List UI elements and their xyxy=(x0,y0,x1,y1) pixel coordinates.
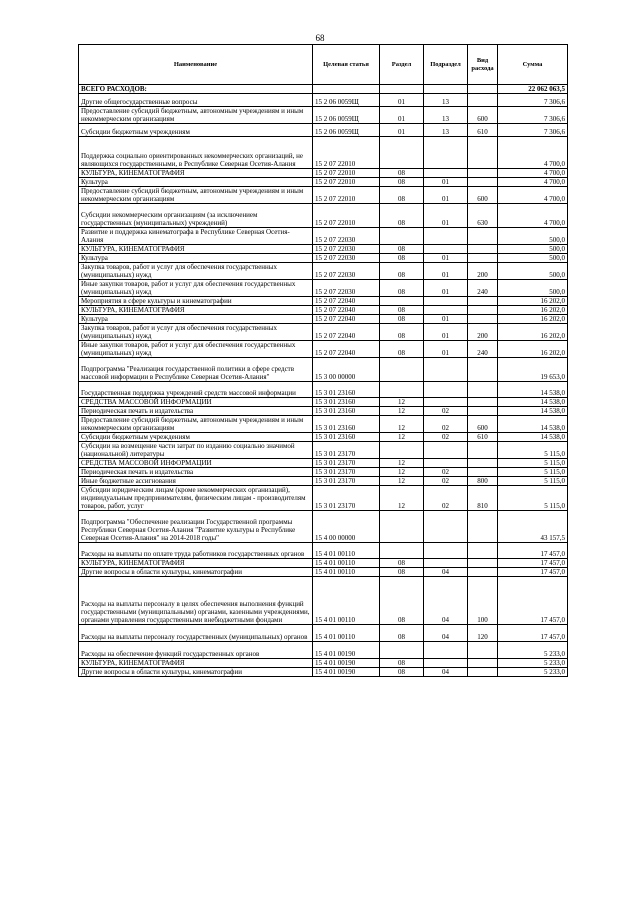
row-code: 15 3 01 23170 xyxy=(313,468,380,477)
table-row xyxy=(79,433,568,442)
row-section: 12 xyxy=(380,416,424,433)
table-row xyxy=(79,642,568,659)
row-code: 15 2 06 0059Щ xyxy=(313,94,380,107)
row-subsection: 13 xyxy=(424,94,468,107)
row-code: 15 3 01 23170 xyxy=(313,459,380,468)
row-expense-type xyxy=(468,398,498,407)
row-section: 08 xyxy=(380,280,424,297)
row-amount: 5 115,0 xyxy=(498,486,568,511)
row-code: 15 3 00 00000 xyxy=(313,358,380,382)
row-expense-type xyxy=(468,358,498,382)
row-expense-type: 200 xyxy=(468,324,498,341)
row-subsection xyxy=(424,559,468,568)
row-section: 08 xyxy=(380,263,424,280)
row-section: 12 xyxy=(380,459,424,468)
row-name: СРЕДСТВА МАССОВОЙ ИНФОРМАЦИИ xyxy=(79,459,313,468)
row-amount: 16 202,0 xyxy=(498,315,568,324)
row-section: 01 xyxy=(380,124,424,137)
row-section xyxy=(380,85,424,94)
row-subsection: 02 xyxy=(424,468,468,477)
table-row xyxy=(79,254,568,263)
row-name: Иные закупки товаров, работ и услуг для обеспечения государственных (муниципальных) нужд xyxy=(79,280,313,297)
row-name: КУЛЬТУРА, КИНЕМАТОГРАФИЯ xyxy=(79,245,313,254)
table-row xyxy=(79,568,568,577)
row-expense-type xyxy=(468,668,498,677)
row-amount: 17 457,0 xyxy=(498,559,568,568)
row-name: Другие вопросы в области культуры, кинематографии xyxy=(79,568,313,577)
row-section: 08 xyxy=(380,659,424,668)
row-section: 08 xyxy=(380,315,424,324)
row-name: Расходы на выплаты персоналу в целях обеспечения выполнения функций государственными (муниципальными) органами, казенными учреждениями, органами управления государственными внебюджетными фондами xyxy=(79,577,313,625)
table-row xyxy=(79,306,568,315)
row-name: Периодическая печать и издательства xyxy=(79,407,313,416)
row-name: Поддержка социально ориентированных некоммерческих организаций, не являющихся государственными, в Республике Северная Осетия-Алания xyxy=(79,137,313,169)
row-subsection xyxy=(424,442,468,459)
row-code: 15 2 06 0059Щ xyxy=(313,124,380,137)
table-row xyxy=(79,137,568,169)
row-subsection: 02 xyxy=(424,477,468,486)
row-subsection xyxy=(424,459,468,468)
row-section: 08 xyxy=(380,324,424,341)
row-subsection: 02 xyxy=(424,433,468,442)
row-name: Субсидии бюджетным учреждениям xyxy=(79,124,313,137)
row-expense-type: 610 xyxy=(468,433,498,442)
table-row xyxy=(79,94,568,107)
row-code: 15 3 01 23170 xyxy=(313,486,380,511)
row-section xyxy=(380,358,424,382)
table-row xyxy=(79,324,568,341)
row-code: 15 4 01 00190 xyxy=(313,659,380,668)
row-subsection: 01 xyxy=(424,341,468,358)
row-name: ВСЕГО РАСХОДОВ: xyxy=(79,85,313,94)
row-expense-type xyxy=(468,137,498,169)
row-section: 08 xyxy=(380,306,424,315)
table-row xyxy=(79,178,568,187)
row-subsection: 02 xyxy=(424,407,468,416)
row-name: Расходы на обеспечение функций государственных органов xyxy=(79,642,313,659)
table-row xyxy=(79,358,568,382)
row-subsection: 04 xyxy=(424,668,468,677)
header-section: Раздел xyxy=(380,45,424,85)
row-subsection: 01 xyxy=(424,178,468,187)
row-subsection xyxy=(424,137,468,169)
table-row xyxy=(79,668,568,677)
row-subsection: 02 xyxy=(424,486,468,511)
row-expense-type xyxy=(468,178,498,187)
row-expense-type xyxy=(468,254,498,263)
table-row xyxy=(79,124,568,137)
row-section xyxy=(380,137,424,169)
table-row xyxy=(79,407,568,416)
table-body xyxy=(79,85,568,677)
row-name: Субсидии бюджетным учреждениям xyxy=(79,433,313,442)
row-expense-type: 600 xyxy=(468,107,498,124)
row-code: 15 2 07 22040 xyxy=(313,341,380,358)
row-name: Мероприятия в сфере культуры и кинематографии xyxy=(79,297,313,306)
table-row xyxy=(79,85,568,94)
row-expense-type xyxy=(468,511,498,543)
header-expense-type: Вид расхода xyxy=(468,45,498,85)
row-section xyxy=(380,297,424,306)
row-code: 15 2 07 22040 xyxy=(313,297,380,306)
row-expense-type xyxy=(468,306,498,315)
row-expense-type: 240 xyxy=(468,341,498,358)
row-section: 12 xyxy=(380,398,424,407)
row-section xyxy=(380,228,424,245)
row-code: 15 4 01 00110 xyxy=(313,568,380,577)
row-amount: 19 653,0 xyxy=(498,358,568,382)
table-row xyxy=(79,341,568,358)
row-subsection xyxy=(424,85,468,94)
row-amount: 7 306,6 xyxy=(498,124,568,137)
row-section: 08 xyxy=(380,204,424,228)
table-row xyxy=(79,107,568,124)
row-section: 08 xyxy=(380,341,424,358)
row-expense-type: 630 xyxy=(468,204,498,228)
row-expense-type xyxy=(468,228,498,245)
table-row xyxy=(79,559,568,568)
row-code: 15 4 01 00110 xyxy=(313,559,380,568)
row-name: Культура xyxy=(79,315,313,324)
row-amount: 14 538,0 xyxy=(498,416,568,433)
row-section: 12 xyxy=(380,433,424,442)
row-expense-type xyxy=(468,568,498,577)
row-code: 15 2 07 22010 xyxy=(313,178,380,187)
row-expense-type xyxy=(468,442,498,459)
row-code: 15 2 07 22030 xyxy=(313,228,380,245)
table-row xyxy=(79,486,568,511)
row-section: 01 xyxy=(380,94,424,107)
row-subsection: 01 xyxy=(424,187,468,204)
row-name: Предоставление субсидий бюджетным, автономным учреждениям и иным некоммерческим организациям xyxy=(79,187,313,204)
row-amount: 5 233,0 xyxy=(498,642,568,659)
row-subsection: 13 xyxy=(424,107,468,124)
row-name: КУЛЬТУРА, КИНЕМАТОГРАФИЯ xyxy=(79,169,313,178)
row-code: 15 3 01 23160 xyxy=(313,382,380,398)
page-number: 68 xyxy=(315,33,325,43)
row-subsection xyxy=(424,543,468,559)
row-amount: 5 115,0 xyxy=(498,468,568,477)
row-code: 15 2 07 22010 xyxy=(313,187,380,204)
row-code: 15 2 07 22010 xyxy=(313,204,380,228)
row-code: 15 3 01 23160 xyxy=(313,433,380,442)
row-amount: 4 700,0 xyxy=(498,204,568,228)
row-subsection xyxy=(424,169,468,178)
row-name: Периодическая печать и издательства xyxy=(79,468,313,477)
row-expense-type xyxy=(468,85,498,94)
row-expense-type xyxy=(468,382,498,398)
table-row xyxy=(79,511,568,543)
row-amount: 22 062 063,5 xyxy=(498,85,568,94)
row-section xyxy=(380,442,424,459)
budget-table xyxy=(78,44,568,677)
row-code: 15 2 07 22040 xyxy=(313,324,380,341)
row-subsection xyxy=(424,245,468,254)
row-subsection xyxy=(424,297,468,306)
row-subsection: 04 xyxy=(424,625,468,642)
row-expense-type: 600 xyxy=(468,187,498,204)
row-amount: 16 202,0 xyxy=(498,324,568,341)
row-code: 15 4 01 00190 xyxy=(313,668,380,677)
table-row xyxy=(79,169,568,178)
row-amount: 17 457,0 xyxy=(498,568,568,577)
row-subsection xyxy=(424,358,468,382)
row-amount: 4 700,0 xyxy=(498,169,568,178)
row-code: 15 4 01 00110 xyxy=(313,577,380,625)
row-code: 15 3 01 23170 xyxy=(313,477,380,486)
row-amount: 500,0 xyxy=(498,280,568,297)
row-section xyxy=(380,543,424,559)
table-row xyxy=(79,297,568,306)
row-subsection xyxy=(424,382,468,398)
row-subsection: 02 xyxy=(424,416,468,433)
row-subsection: 01 xyxy=(424,263,468,280)
row-expense-type: 120 xyxy=(468,625,498,642)
row-name: Расходы на выплаты персоналу государственных (муниципальных) органов xyxy=(79,625,313,642)
row-code: 15 2 07 22010 xyxy=(313,169,380,178)
table-row xyxy=(79,204,568,228)
row-code: 15 4 01 00110 xyxy=(313,543,380,559)
table-row xyxy=(79,659,568,668)
row-code xyxy=(313,85,380,94)
row-name: Другие общегосударственные вопросы xyxy=(79,94,313,107)
row-expense-type xyxy=(468,559,498,568)
row-expense-type xyxy=(468,459,498,468)
row-name: КУЛЬТУРА, КИНЕМАТОГРАФИЯ xyxy=(79,306,313,315)
row-code: 15 3 01 23160 xyxy=(313,416,380,433)
row-section: 08 xyxy=(380,178,424,187)
row-subsection: 04 xyxy=(424,568,468,577)
row-name: КУЛЬТУРА, КИНЕМАТОГРАФИЯ xyxy=(79,559,313,568)
row-name: Субсидии юридическим лицам (кроме некоммерческих организаций), индивидуальным предпринимателям, физическим лицам - производителям товаров, работ, услуг xyxy=(79,486,313,511)
row-section: 08 xyxy=(380,187,424,204)
row-name: Закупка товаров, работ и услуг для обеспечения государственных (муниципальных) нужд xyxy=(79,263,313,280)
row-amount: 17 457,0 xyxy=(498,577,568,625)
row-amount: 500,0 xyxy=(498,254,568,263)
row-expense-type: 240 xyxy=(468,280,498,297)
table-row xyxy=(79,382,568,398)
row-amount: 43 157,5 xyxy=(498,511,568,543)
row-name: Подпрограмма "Обеспечение реализации Государственной программы Республики Северная Осетия-Алания "Развитие культуры в Республике Северная Осетия-Алания" на 2014-2018 годы" xyxy=(79,511,313,543)
row-section: 08 xyxy=(380,668,424,677)
row-amount: 5 233,0 xyxy=(498,668,568,677)
row-section: 08 xyxy=(380,169,424,178)
row-section: 12 xyxy=(380,486,424,511)
row-code: 15 4 00 00000 xyxy=(313,511,380,543)
row-amount: 5 115,0 xyxy=(498,477,568,486)
row-amount: 4 700,0 xyxy=(498,137,568,169)
row-section: 08 xyxy=(380,568,424,577)
row-code: 15 2 06 0059Щ xyxy=(313,107,380,124)
row-name: СРЕДСТВА МАССОВОЙ ИНФОРМАЦИИ xyxy=(79,398,313,407)
row-expense-type xyxy=(468,315,498,324)
row-amount: 14 538,0 xyxy=(498,398,568,407)
row-section: 12 xyxy=(380,477,424,486)
table-row xyxy=(79,543,568,559)
row-amount: 4 700,0 xyxy=(498,178,568,187)
table-row xyxy=(79,459,568,468)
row-expense-type xyxy=(468,642,498,659)
row-subsection: 01 xyxy=(424,315,468,324)
row-code: 15 3 01 23160 xyxy=(313,407,380,416)
row-expense-type xyxy=(468,407,498,416)
table-row xyxy=(79,477,568,486)
row-amount: 5 115,0 xyxy=(498,459,568,468)
row-name: Иные бюджетные ассигнования xyxy=(79,477,313,486)
row-amount: 16 202,0 xyxy=(498,297,568,306)
table-row xyxy=(79,263,568,280)
row-amount: 5 115,0 xyxy=(498,442,568,459)
table-row xyxy=(79,228,568,245)
row-name: Закупка товаров, работ и услуг для обеспечения государственных (муниципальных) нужд xyxy=(79,324,313,341)
row-code: 15 3 01 23170 xyxy=(313,442,380,459)
row-code: 15 2 07 22030 xyxy=(313,245,380,254)
row-subsection: 13 xyxy=(424,124,468,137)
table-header-row xyxy=(79,45,568,85)
row-name: Подпрограмма "Реализация государственной политики в сфере средств массовой информации в Республике Северная Осетия-Алания" xyxy=(79,358,313,382)
row-section: 08 xyxy=(380,254,424,263)
table-row xyxy=(79,442,568,459)
row-subsection: 01 xyxy=(424,204,468,228)
row-name: Субсидии некоммерческим организациям (за исключением государственных (муниципальных) учреждений) xyxy=(79,204,313,228)
row-amount: 500,0 xyxy=(498,245,568,254)
row-code: 15 2 07 22040 xyxy=(313,315,380,324)
row-expense-type xyxy=(468,543,498,559)
row-subsection xyxy=(424,642,468,659)
table-row xyxy=(79,280,568,297)
row-section: 08 xyxy=(380,559,424,568)
row-expense-type: 100 xyxy=(468,577,498,625)
row-expense-type xyxy=(468,659,498,668)
row-subsection xyxy=(424,306,468,315)
row-section xyxy=(380,511,424,543)
header-subsection: Подраздел xyxy=(424,45,468,85)
row-name: КУЛЬТУРА, КИНЕМАТОГРАФИЯ xyxy=(79,659,313,668)
row-amount: 16 202,0 xyxy=(498,341,568,358)
row-amount: 5 233,0 xyxy=(498,659,568,668)
row-code: 15 2 07 22010 xyxy=(313,137,380,169)
row-amount: 7 306,6 xyxy=(498,107,568,124)
row-subsection: 01 xyxy=(424,254,468,263)
row-amount: 500,0 xyxy=(498,263,568,280)
row-name: Расходы на выплаты по оплате труда работников государственных органов xyxy=(79,543,313,559)
table-row xyxy=(79,187,568,204)
row-code: 15 4 01 00190 xyxy=(313,642,380,659)
row-section: 01 xyxy=(380,107,424,124)
row-name: Предоставление субсидий бюджетным, автономным учреждениям и иным некоммерческим организациям xyxy=(79,107,313,124)
row-section: 12 xyxy=(380,407,424,416)
row-subsection: 01 xyxy=(424,280,468,297)
row-expense-type xyxy=(468,297,498,306)
row-expense-type: 610 xyxy=(468,124,498,137)
row-name: Культура xyxy=(79,254,313,263)
row-amount: 17 457,0 xyxy=(498,543,568,559)
row-name: Субсидии на возмещение части затрат по изданию социально значимой (национальной) литературы xyxy=(79,442,313,459)
table-row xyxy=(79,398,568,407)
row-name: Культура xyxy=(79,178,313,187)
row-subsection xyxy=(424,398,468,407)
row-expense-type xyxy=(468,245,498,254)
row-expense-type: 800 xyxy=(468,477,498,486)
row-code: 15 3 01 23160 xyxy=(313,398,380,407)
row-section xyxy=(380,382,424,398)
table-row xyxy=(79,625,568,642)
row-amount: 16 202,0 xyxy=(498,306,568,315)
row-expense-type xyxy=(468,169,498,178)
row-code: 15 2 07 22030 xyxy=(313,280,380,297)
row-code: 15 4 01 00110 xyxy=(313,625,380,642)
row-name: Развитие и поддержка кинематографа в Республике Северная Осетия-Алания xyxy=(79,228,313,245)
row-amount: 4 700,0 xyxy=(498,187,568,204)
table-row xyxy=(79,315,568,324)
table-row xyxy=(79,577,568,625)
row-subsection xyxy=(424,659,468,668)
row-name: Предоставление субсидий бюджетным, автономным учреждениям и иным некоммерческим организациям xyxy=(79,416,313,433)
row-code: 15 2 07 22030 xyxy=(313,263,380,280)
row-amount: 17 457,0 xyxy=(498,625,568,642)
row-name: Иные закупки товаров, работ и услуг для обеспечения государственных (муниципальных) нужд xyxy=(79,341,313,358)
row-subsection xyxy=(424,511,468,543)
row-amount: 14 538,0 xyxy=(498,407,568,416)
row-code: 15 2 07 22030 xyxy=(313,254,380,263)
row-amount: 7 306,6 xyxy=(498,94,568,107)
row-amount: 500,0 xyxy=(498,228,568,245)
row-subsection xyxy=(424,228,468,245)
table-row xyxy=(79,416,568,433)
header-name: Наименование xyxy=(79,45,313,85)
header-code: Целевая статья xyxy=(313,45,380,85)
row-subsection: 04 xyxy=(424,577,468,625)
table-row xyxy=(79,468,568,477)
row-expense-type xyxy=(468,468,498,477)
row-section xyxy=(380,642,424,659)
row-expense-type: 600 xyxy=(468,416,498,433)
row-name: Другие вопросы в области культуры, кинематографии xyxy=(79,668,313,677)
row-name: Государственная поддержка учреждений средств массовой информации xyxy=(79,382,313,398)
row-amount: 14 538,0 xyxy=(498,382,568,398)
row-section: 08 xyxy=(380,625,424,642)
row-expense-type: 200 xyxy=(468,263,498,280)
row-amount: 14 538,0 xyxy=(498,433,568,442)
header-amount: Сумма xyxy=(498,45,568,85)
row-section: 12 xyxy=(380,468,424,477)
row-section: 08 xyxy=(380,577,424,625)
table-row xyxy=(79,245,568,254)
row-subsection: 01 xyxy=(424,324,468,341)
row-expense-type: 810 xyxy=(468,486,498,511)
row-expense-type xyxy=(468,94,498,107)
row-section: 08 xyxy=(380,245,424,254)
row-code: 15 2 07 22040 xyxy=(313,306,380,315)
